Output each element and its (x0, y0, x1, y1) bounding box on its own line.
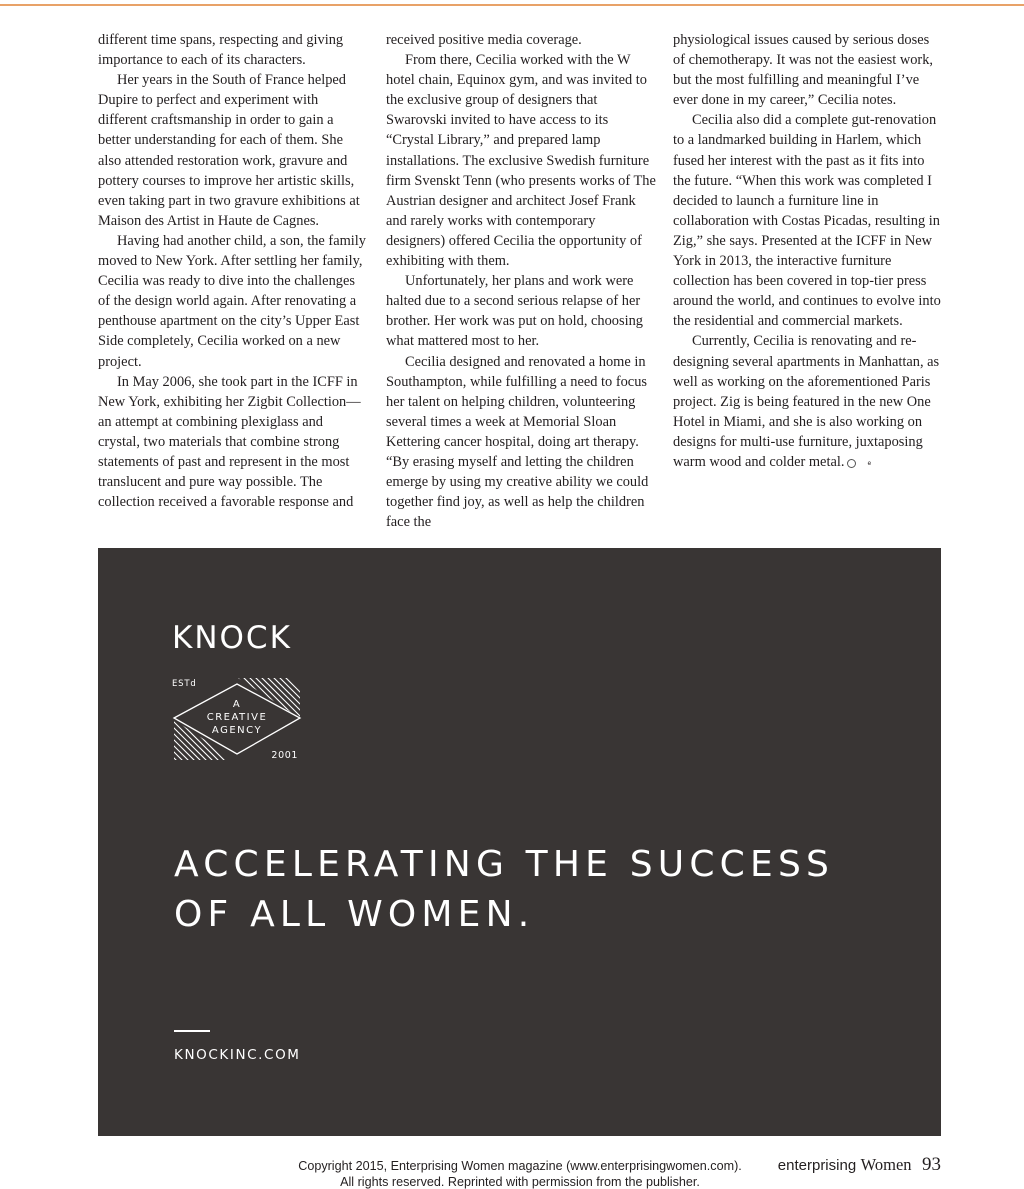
paragraph-final (673, 331, 943, 472)
paragraph: Cecilia designed and renovated a home in Southampton, while fulfilling a need to focus her talent on helping children, volunteering several times a week at Memorial Sloan Kettering cancer hospital, doing art therapy. “By erasing myself and letting the children emerge by using my creative ability we could together find joy, as well as help the children face the (386, 353, 649, 531)
agency-seal-graphic (172, 676, 302, 761)
paragraph: In May 2006, she took part in the ICFF in New York, exhibiting her Zigbit Collection—an attempt at combining plexiglass and crystal, two materials that combine strong statements of past and represent in the most translucent and pure way possible. The collection received a favorable response and (98, 373, 361, 511)
brand-logo: KNOCK (172, 620, 292, 656)
article-column-2 (386, 30, 656, 532)
article-column-1 (98, 30, 368, 512)
paragraph: Her years in the South of France helped Dupire to perfect and experiment with different craftsmanship in order to gain a better understanding for each of them. She also attended restoration work, gravure and pottery courses to improve her artistic skills, even taking part in two gravure exhibitions at Maison des Artist in Haute de Cagnes. (98, 72, 360, 229)
seal-year: 2001 (271, 750, 298, 761)
seal-line-2: CREATIVE (206, 712, 268, 723)
ad-headline (174, 840, 874, 940)
magazine-name-part-2: Women (860, 1155, 912, 1174)
copyright-notice (240, 1158, 800, 1189)
article-column-3 (673, 30, 943, 472)
paragraph: Unfortunately, her plans and work were halted due to a second serious relapse of her brother. Her work was put on hold, choosing what mattered most to her. (386, 273, 643, 350)
ad-divider (174, 1030, 210, 1032)
seal-line-3: AGENCY (211, 725, 263, 736)
page-number: 93 (922, 1154, 941, 1175)
end-of-article-icon: e (847, 459, 856, 468)
ad-headline-line-2: OF ALL WOMEN. (174, 894, 535, 935)
paragraph: Having had another child, a son, the family moved to New York. After settling her family, Cecilia was ready to dive into the challenges of the design world again. After renovating a penthouse apartment on the city’s Upper East Side completely, Cecilia worked on a new project. (98, 232, 366, 370)
paragraph: different time spans, respecting and giving importance to each of its characters. (98, 32, 344, 69)
paragraph: received positive media coverage. (386, 32, 582, 48)
copyright-line-1: Copyright 2015, Enterprising Women magazine (www.enterprisingwomen.com). (298, 1159, 742, 1173)
paragraph: physiological issues caused by serious doses of chemotherapy. It was not the easiest work, but the most fulfilling and meaningful I’ve ever done in my career,” Cecilia notes. (673, 32, 934, 109)
paragraph: From there, Cecilia worked with the W hotel chain, Equinox gym, and was invited to the exclusive group of designers that Swarovski invited to have access to its “Crystal Library,” and prepared lamp installations. The exclusive Swedish furniture firm Svenskt Tenn (who presents works of The Austrian designer and architect Josef Frank and rarely works with contemporary designers) offered Cecilia the opportunity of exhibiting with them. (386, 52, 656, 270)
ad-headline-line-1: ACCELERATING THE SUCCESS (174, 844, 835, 885)
magazine-name-part-1: enterprising (777, 1157, 857, 1174)
knock-advertisement[interactable] (98, 548, 941, 1136)
top-accent-rule (0, 4, 1024, 6)
seal-line-1: A (232, 699, 242, 710)
paragraph-text: Currently, Cecilia is renovating and re-designing several apartments in Manhattan, as well as working on the aforementioned Paris project. Zig is being featured in the new One Hotel in Miami, and she is also working on designs for multi-use furniture, juxtaposing warm wood and colder metal. (673, 333, 940, 470)
seal-established-label: ESTd (172, 679, 197, 689)
ad-website-link[interactable]: KNOCKINC.COM (174, 1047, 301, 1063)
agency-seal (172, 676, 302, 761)
paragraph: Cecilia also did a complete gut-renovation to a landmarked building in Harlem, which fused her interest with the past as it fits into the future. “When this work was completed I decided to launch a furniture line in collaboration with Costas Picadas, resulting in Zig,” she says. Presented at the ICFF in New York in 2013, the interactive furniture collection has been covered in top-tier press around the world, and continues to evolve into the residential and commercial markets. (673, 112, 941, 330)
page-folio (778, 1154, 941, 1176)
article-body (98, 30, 942, 540)
copyright-line-2: All rights reserved. Reprinted with permission from the publisher. (340, 1175, 700, 1189)
